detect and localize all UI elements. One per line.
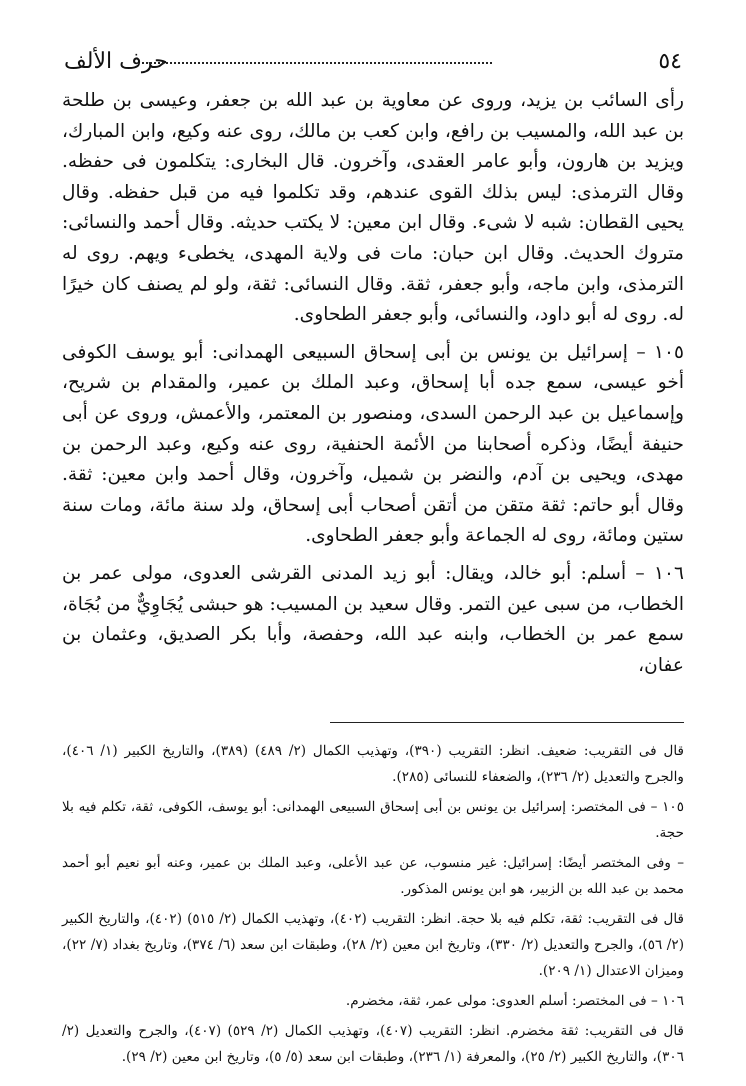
footnote: قال فى التقريب: ضعيف. انظر: التقريب (٣٩٠)، وتهذيب الكمال (٢/ ٤٨٩) (٣٨٩)، والتاريخ الكبير (١/ ٤٠٦)، والجرح والتعديل (٢/ ٢٣٦)، والضعفاء للنسائى (٢٨٥). bbox=[62, 743, 684, 785]
page-header bbox=[64, 40, 682, 74]
footnote: – وفى المختصر أيضًا: إسرائيل: غير منسوب، عن عبد الأعلى، وعبد الملك بن عمير، وعنه أبو نعيم أبو أحمد محمد بن عبد الله بن الزبير، هو ابن يونس المذكور. bbox=[62, 855, 684, 897]
footnotes bbox=[62, 738, 684, 1070]
footnote: قال فى التقريب: ثقة، تكلم فيه بلا حجة. انظر: التقريب (٤٠٢)، وتهذيب الكمال (٢/ ٥١٥) (٤٠٢)، والتاريخ الكبير (٢/ ٥٦)، والجرح والتعديل (٢/ ٣٣٠)، وتاريخ ابن معين (٢/ ٢٨)، وطبقات ابن سعد (٦/ ٣٧٤)، وتاريخ بغداد (٧/ ٢٢)، وميزان الاعتدال (١/ ٢٠٩). bbox=[62, 911, 685, 979]
footnote: ١٠٥ – فى المختصر: إسرائيل بن يونس بن أبى إسحاق السبيعى الهمدانى: أبو يوسف، الكوفى، ثقة، تكلم فيه بلا حجة. bbox=[62, 799, 684, 841]
footnote-separator bbox=[330, 722, 684, 723]
page-number: ٥٤ bbox=[658, 49, 682, 74]
header-dotted-leader bbox=[142, 62, 492, 64]
running-title: حرف الألف bbox=[64, 49, 168, 74]
footnote: ١٠٦ – فى المختصر: أسلم العدوى: مولى عمر، ثقة، مخضرم. bbox=[345, 993, 684, 1009]
entry-106: ١٠٦ – أسلم: أبو خالد، ويقال: أبو زيد المدنى القرشى العدوى، مولى عمر بن الخطاب، من سبى عين التمر. وقال سعيد بن المسيب: هو حبشى يُجَاوِيٌّ من بُجَاة، سمع عمر بن الخطاب، وابنه عبد الله، وحفصة، وأبا بكر الصديق، وعثمان بن عفان، bbox=[62, 562, 684, 676]
footnote: قال فى التقريب: ثقة مخضرم. انظر: التقريب (٤٠٧)، وتهذيب الكمال (٢/ ٥٢٩) (٤٠٧)، والجرح والتعديل (٢/ ٣٠٦)، والتاريخ الكبير (٢/ ٢٥)، والمعرفة (١/ ٢٣٦)، وطبقات ابن سعد (٥/ ٥)، وتاريخ ابن معين (٢/ ٢٩). bbox=[62, 1023, 684, 1065]
main-text bbox=[62, 86, 684, 681]
paragraph-continuation: رأى السائب بن يزيد، وروى عن معاوية بن عبد الله بن جعفر، وعيسى بن طلحة بن عبد الله، والمسيب بن رافع، وابن كعب بن مالك، روى عنه وكيع، وابن المبارك، ويزيد بن هارون، وأبو عامر العقدى، وآخرون. قال البخارى: يتكلمون فى حفظه. وقال الترمذى: ليس بذلك القوى عندهم، وقد تكلموا فيه من قبل حفظه. وقال يحيى القطان: شبه لا شىء. وقال ابن معين: لا يكتب حديثه. وقال أحمد والنسائى: متروك الحديث. وقال ابن حبان: مات فى ولاية المهدى، يخطىء ويهم. روى له الترمذى، وابن ماجه، وأبو جعفر، ثقة. وقال النسائى: ثقة، ولو لم يصنف كان خيرًا له. روى له أبو داود، والنسائى، وأبو جعفر الطحاوى. bbox=[62, 90, 684, 326]
entry-105: ١٠٥ – إسرائيل بن يونس بن أبى إسحاق السبيعى الهمدانى: أبو يوسف الكوفى أخو عيسى، سمع جده أبا إسحاق، وعبد الملك بن عمير، والمقدام بن شريح، وإسماعيل بن عبد الرحمن السدى، ومنصور بن المعتمر، والأعمش، وروى عن أبى حنيفة أيضًا، وذكره أصحابنا من الأئمة الحنفية، روى عنه وكيع، وعبد الرحمن بن مهدى، ويحيى بن آدم، والنضر بن شميل، وآخرون، وقال أحمد وابن معين: ثقة. وقال أبو حاتم: ثقة متقن من أتقن أصحاب أبى إسحاق، ولد سنة مائة، ومات سنة ستين ومائة، روى له الجماعة وأبو جعفر الطحاوى. bbox=[62, 341, 685, 547]
